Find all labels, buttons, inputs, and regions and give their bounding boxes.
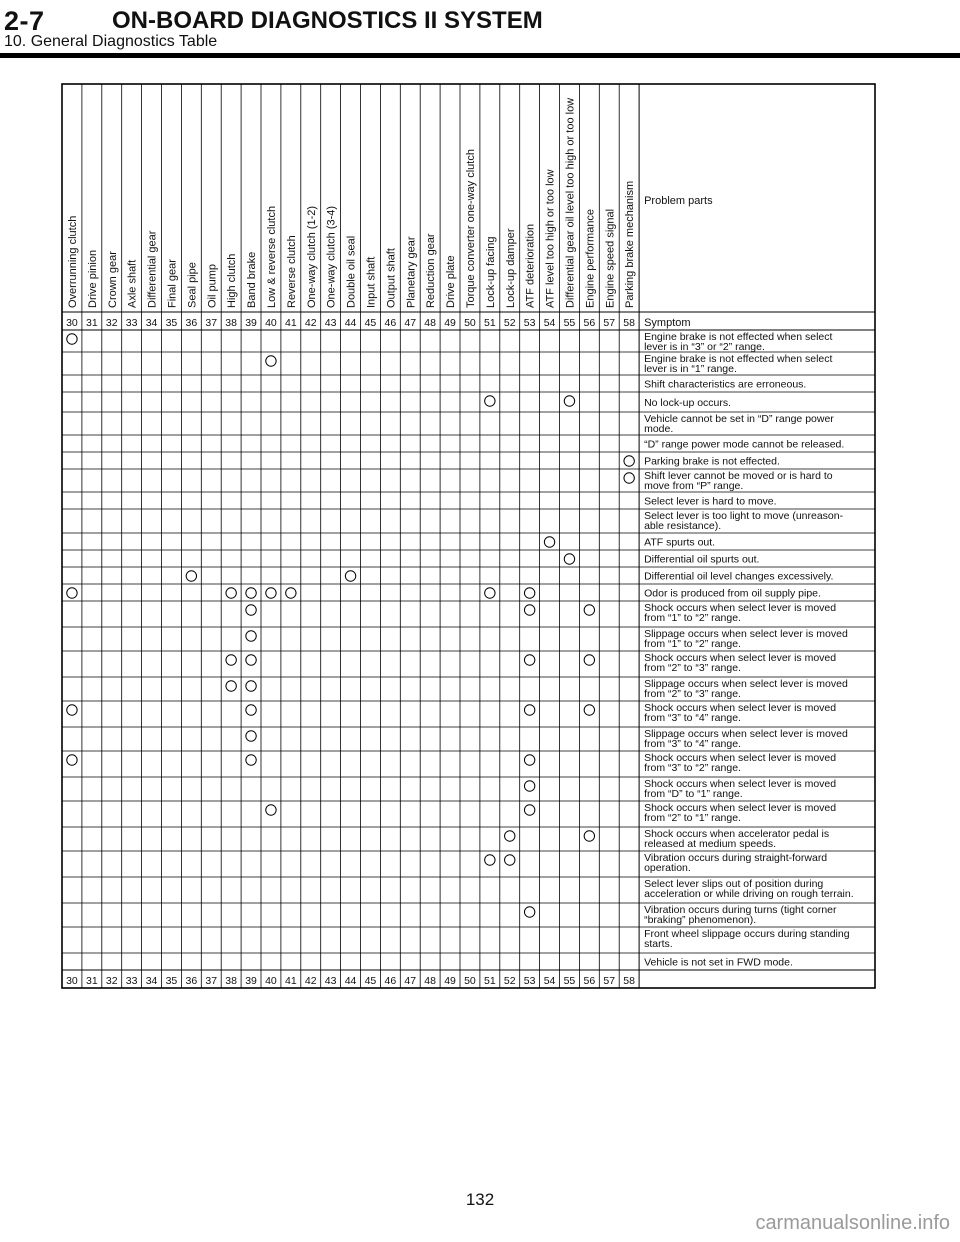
symptom-text: Shock occurs when select lever is moved: [644, 802, 837, 814]
symptom-text: Select lever slips out of position during: [644, 878, 824, 890]
check-mark: [67, 705, 77, 715]
symptom-text: released at medium speeds.: [644, 838, 777, 850]
symptom-text: Differential oil level changes excessively.: [644, 570, 834, 583]
part-label: Output shaft: [385, 248, 398, 308]
check-mark: [544, 537, 554, 547]
symptom-text: Engine brake is not effected when select: [644, 331, 833, 343]
column-number: 39: [245, 317, 257, 329]
column-number: 38: [225, 317, 237, 329]
part-label: ATF level too high or too low: [544, 169, 557, 308]
check-mark: [505, 831, 515, 841]
column-number: 43: [324, 975, 337, 987]
part-label: Input shaft: [365, 256, 378, 308]
section-number: 2-7: [4, 6, 45, 36]
part-label: Band brake: [246, 251, 259, 308]
check-mark: [345, 571, 355, 581]
check-mark: [246, 731, 256, 741]
column-number: 42: [304, 317, 317, 329]
column-number: 52: [503, 317, 516, 329]
symptom-text: lever is in “3” or “2” range.: [644, 341, 765, 353]
check-mark: [246, 755, 256, 765]
check-mark: [624, 456, 634, 466]
column-number: 57: [603, 975, 616, 987]
column-number: 57: [603, 317, 616, 329]
symptom-text: Shift lever cannot be moved or is hard to: [644, 470, 833, 482]
symptom-text: Odor is produced from oil supply pipe.: [644, 587, 821, 600]
symptom-text: Parking brake is not effected.: [644, 455, 780, 468]
part-label: Torque converter one-way clutch: [464, 149, 477, 308]
column-number: 35: [165, 975, 178, 987]
check-mark: [584, 605, 594, 615]
check-mark: [564, 396, 574, 406]
column-number: 44: [344, 975, 357, 987]
symptom-text: from “2” to “1” range.: [644, 812, 741, 824]
part-label: Engine speed signal: [604, 208, 617, 308]
symptom-text: lever is in “1” range.: [644, 363, 737, 375]
symptom-text: Engine brake is not effected when select: [644, 353, 833, 365]
check-mark: [584, 655, 594, 665]
check-mark: [226, 655, 236, 665]
column-number: 45: [364, 317, 377, 329]
check-mark: [485, 396, 495, 406]
part-label: Drive pinion: [86, 249, 99, 308]
check-mark: [226, 588, 236, 598]
column-number: 58: [623, 317, 635, 329]
column-number: 53: [523, 317, 536, 329]
check-mark: [67, 755, 77, 765]
part-label: Differential gear: [146, 230, 159, 308]
column-number: 50: [464, 317, 476, 329]
check-mark: [524, 907, 534, 917]
symptom-text: Shock occurs when select lever is moved: [644, 702, 837, 714]
column-number: 37: [205, 975, 218, 987]
check-mark: [246, 655, 256, 665]
check-mark: [524, 781, 534, 791]
symptom-text: Vibration occurs during straight-forward: [644, 852, 828, 864]
symptom-text: Shock occurs when accelerator pedal is: [644, 828, 830, 840]
check-mark: [246, 605, 256, 615]
part-label: Double oil seal: [345, 235, 358, 308]
column-number: 34: [145, 317, 158, 329]
column-number: 31: [86, 975, 98, 987]
check-mark: [246, 681, 256, 691]
column-number: 42: [304, 975, 317, 987]
symptom-text: ATF spurts out.: [644, 536, 716, 549]
symptom-text: mode.: [644, 423, 674, 435]
symptom-text: from “2” to “3” range.: [644, 688, 741, 700]
symptom-header: Symptom: [644, 317, 691, 329]
symptom-text: from “D” to “1” range.: [644, 788, 743, 800]
symptom-text: from “3” to “4” range.: [644, 738, 741, 750]
part-label: Axle shaft: [126, 259, 139, 308]
column-number: 43: [324, 317, 337, 329]
part-label: Overrunning clutch: [66, 215, 79, 308]
part-label: High clutch: [226, 253, 239, 308]
symptom-text: able resistance).: [644, 520, 722, 532]
check-mark: [266, 356, 276, 366]
check-mark: [524, 705, 534, 715]
check-mark: [246, 631, 256, 641]
column-number: 51: [484, 975, 496, 987]
check-mark: [564, 554, 574, 564]
column-number: 41: [285, 317, 297, 329]
column-number: 30: [66, 317, 78, 329]
check-mark: [286, 588, 296, 598]
check-mark: [524, 805, 534, 815]
column-number: 55: [563, 975, 576, 987]
column-number: 45: [364, 975, 377, 987]
column-number: 38: [225, 975, 237, 987]
check-mark: [584, 831, 594, 841]
part-label: Reduction gear: [425, 233, 438, 308]
part-label: Lock-up facing: [484, 236, 497, 308]
column-number: 37: [205, 317, 218, 329]
part-label: Low & reverse clutch: [265, 205, 278, 308]
part-label: Oil pump: [206, 263, 219, 308]
problem-parts-label: Problem parts: [644, 195, 713, 207]
symptom-text: starts.: [644, 938, 673, 950]
symptom-text: Vibration occurs during turns (tight corner: [644, 904, 837, 916]
check-mark: [186, 571, 196, 581]
symptom-text: Select lever is too light to move (unreason-: [644, 510, 844, 522]
check-mark: [266, 588, 276, 598]
page-title: ON-BOARD DIAGNOSTICS II SYSTEM: [112, 7, 543, 34]
symptom-text: acceleration or while driving on rough terrain.: [644, 888, 854, 900]
part-label: Lock-up damper: [504, 228, 517, 308]
column-number: 44: [344, 317, 357, 329]
column-number: 56: [583, 317, 596, 329]
part-label: One-way clutch (3-4): [325, 205, 338, 308]
column-number: 30: [66, 975, 78, 987]
symptom-text: Shock occurs when select lever is moved: [644, 752, 837, 764]
column-number: 50: [464, 975, 476, 987]
check-mark: [67, 334, 77, 344]
symptom-text: No lock-up occurs.: [644, 397, 732, 409]
check-mark: [524, 755, 534, 765]
part-label: Reverse clutch: [285, 235, 298, 308]
column-number: 34: [145, 975, 158, 987]
column-number: 56: [583, 975, 596, 987]
part-label: Crown gear: [106, 251, 119, 308]
symptom-text: Front wheel slippage occurs during standing: [644, 928, 850, 940]
column-number: 48: [424, 317, 436, 329]
part-label: Seal pipe: [186, 262, 199, 308]
symptom-text: Shock occurs when select lever is moved: [644, 652, 837, 664]
column-number: 41: [285, 975, 297, 987]
part-label: Differential gear oil level too high or too low: [564, 97, 577, 308]
check-mark: [524, 605, 534, 615]
symptom-text: operation.: [644, 862, 691, 874]
watermark: carmanualsonline.info: [755, 1212, 950, 1234]
part-label: ATF deterioration: [524, 223, 537, 308]
column-number: 48: [424, 975, 436, 987]
check-mark: [524, 655, 534, 665]
column-number: 31: [86, 317, 98, 329]
symptom-text: Vehicle cannot be set in “D” range power: [644, 413, 834, 425]
column-number: 46: [384, 975, 397, 987]
symptom-text: Slippage occurs when select lever is moved: [644, 728, 848, 740]
column-number: 40: [265, 975, 277, 987]
column-number: 55: [563, 317, 576, 329]
check-mark: [624, 473, 634, 483]
column-number: 33: [125, 975, 138, 987]
column-number: 47: [404, 317, 417, 329]
column-number: 54: [543, 975, 556, 987]
column-number: 39: [245, 975, 257, 987]
symptom-text: from “2” to “3” range.: [644, 662, 741, 674]
part-label: Final gear: [166, 259, 179, 308]
section-subtitle: 10. General Diagnostics Table: [4, 33, 218, 50]
part-label: One-way clutch (1-2): [305, 205, 318, 308]
check-mark: [67, 588, 77, 598]
symptom-text: Differential oil spurts out.: [644, 553, 760, 566]
column-number: 36: [185, 975, 198, 987]
column-number: 53: [523, 975, 536, 987]
symptom-text: from “1” to “2” range.: [644, 638, 741, 650]
check-mark: [246, 588, 256, 598]
column-number: 32: [105, 317, 118, 329]
column-number: 47: [404, 975, 417, 987]
part-label: Drive plate: [445, 255, 458, 308]
column-number: 49: [444, 317, 456, 329]
column-number: 36: [185, 317, 198, 329]
column-number: 52: [503, 975, 516, 987]
symptom-text: Shock occurs when select lever is moved: [644, 602, 837, 614]
check-mark: [226, 681, 236, 691]
column-number: 49: [444, 975, 456, 987]
check-mark: [485, 588, 495, 598]
symptom-text: Shift characteristics are erroneous.: [644, 378, 807, 391]
part-label: Engine performance: [584, 208, 597, 308]
column-number: 32: [105, 975, 118, 987]
symptom-text: from “3” to “2” range.: [644, 762, 741, 774]
symptom-text: from “3” to “4” range.: [644, 712, 741, 724]
symptom-text: Slippage occurs when select lever is moved: [644, 628, 848, 640]
check-mark: [524, 588, 534, 598]
column-number: 40: [265, 317, 277, 329]
column-number: 54: [543, 317, 556, 329]
symptom-text: move from “P” range.: [644, 480, 744, 492]
symptom-text: Vehicle is not set in FWD mode.: [644, 956, 793, 969]
symptom-text: Slippage occurs when select lever is moved: [644, 678, 848, 690]
check-mark: [505, 855, 515, 865]
symptom-text: from “1” to “2” range.: [644, 612, 741, 624]
check-mark: [246, 705, 256, 715]
part-label: Parking brake mechanism: [624, 180, 637, 308]
page-number: 132: [465, 1190, 495, 1209]
symptom-text: Shock occurs when select lever is moved: [644, 778, 837, 790]
symptom-text: “D” range power mode cannot be released.: [644, 438, 845, 451]
column-number: 58: [623, 975, 635, 987]
column-number: 46: [384, 317, 397, 329]
check-mark: [584, 705, 594, 715]
symptom-text: “braking” phenomenon).: [644, 914, 757, 926]
column-number: 35: [165, 317, 178, 329]
check-mark: [485, 855, 495, 865]
column-number: 51: [484, 317, 496, 329]
column-number: 33: [125, 317, 138, 329]
symptom-text: Select lever is hard to move.: [644, 495, 777, 508]
check-mark: [266, 805, 276, 815]
part-label: Planetary gear: [405, 236, 418, 308]
